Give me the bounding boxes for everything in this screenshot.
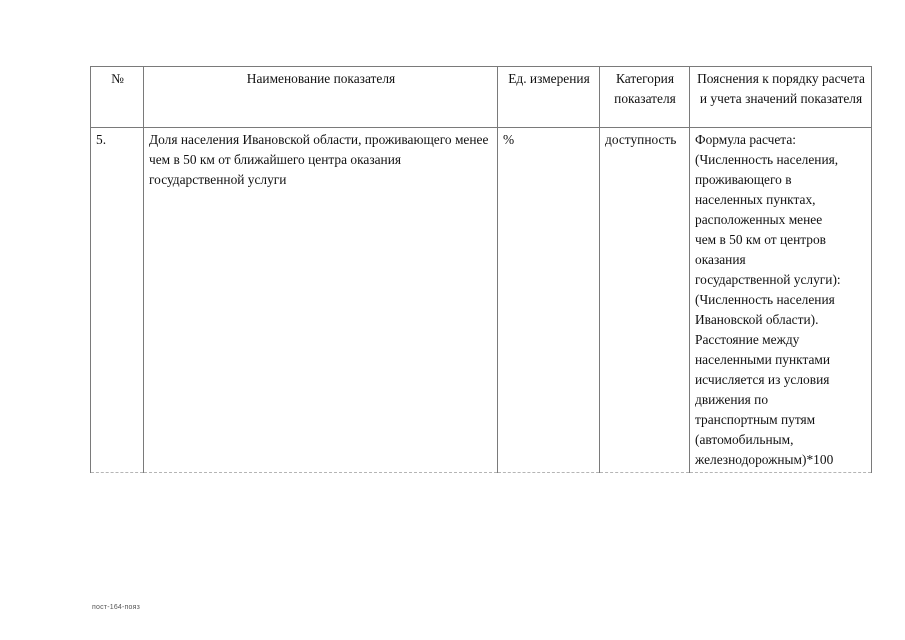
indicators-table [90,66,872,473]
header-explanation: Пояснения к порядку расчета и учета значений показателя [690,67,872,128]
row-name: Доля населения Ивановской области, проживающего менее чем в 50 км от ближайшего центра оказания государственной услуги [144,128,498,473]
footer-document-code: пост-164-пояз [92,604,141,611]
header-category: Категория показателя [600,67,690,128]
header-unit: Ед. измерения [498,67,600,128]
row-explanation [690,128,872,473]
header-row [91,67,872,128]
header-name: Наименование показателя [144,67,498,128]
row-category: доступность [600,128,690,473]
row-explanation-text: Формула расчета: (Численность населения, проживающего в населенных пунктах, расположенных менее чем в 50 км от центров оказания государственной услуги): (Численность населения Ивановской области). Расстояние между населенными пунктами исчисляется из условия движения по транспортным путям (автомобильным, железнодорожным)*100 [695,132,841,467]
row-unit: % [498,128,600,473]
row-num: 5. [91,128,144,473]
table-row [91,128,872,473]
header-num: № [91,67,144,128]
